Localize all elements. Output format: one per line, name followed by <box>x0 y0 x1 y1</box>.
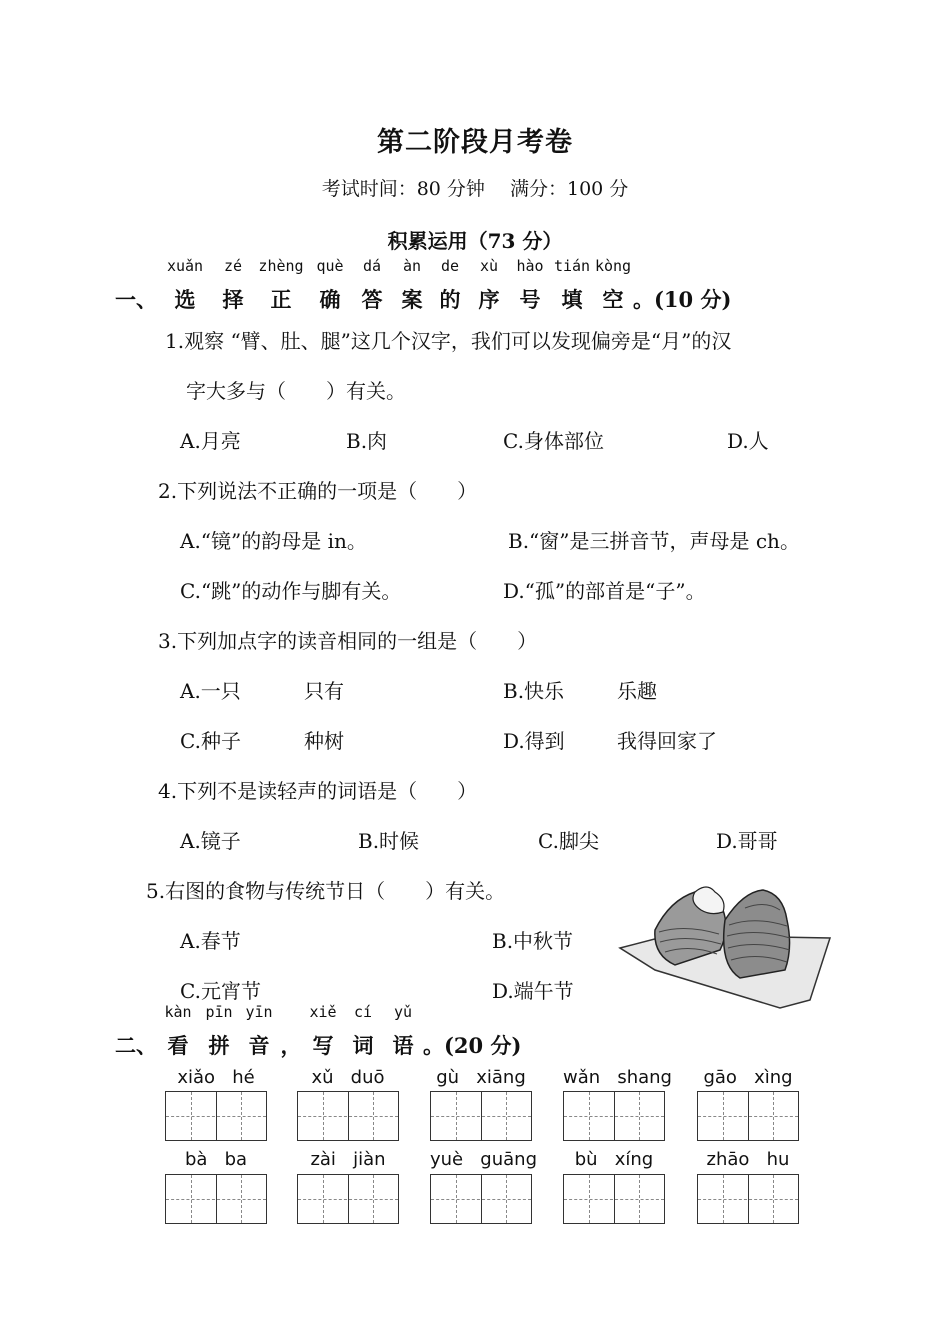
part1-char-pinyin: zé <box>223 257 243 275</box>
section-heading: 积累运用（73 分） <box>387 229 563 253</box>
q3-option-a[interactable]: A.一只 <box>180 679 241 703</box>
word-pinyin: gù xiāng <box>436 1067 526 1088</box>
part2-suffix: 。(20 分) <box>423 1033 522 1058</box>
word-pinyin: wǎn shang <box>563 1067 672 1088</box>
q4-option-c[interactable]: C.脚尖 <box>538 829 599 853</box>
part1-char: de 的 <box>431 284 469 314</box>
q3-option-d[interactable]: D.得到 <box>503 729 565 753</box>
word-pinyin: zài jiàn <box>310 1149 386 1170</box>
writing-grid[interactable] <box>297 1174 399 1224</box>
part1-heading <box>115 257 732 314</box>
part1-char: dá 答 <box>351 284 393 314</box>
question-1-stem: 1.观察 “臂、肚、腿”这几个汉字，我们可以发现偏旁是“月”的汉 <box>165 329 732 353</box>
q1-option-a[interactable]: A.月亮 <box>180 429 241 453</box>
part1-char-pinyin: dá <box>362 257 382 275</box>
part2-char-pinyin: kàn <box>164 1003 192 1021</box>
part2-heading <box>115 1003 522 1060</box>
writing-grid[interactable] <box>165 1091 267 1141</box>
q2-option-d[interactable]: D.“孤”的部首是“子”。 <box>503 579 706 603</box>
q3-option-b[interactable]: B.快乐 <box>503 679 565 703</box>
part1-char-pinyin: de <box>440 257 460 275</box>
part2-char: yīn 音 <box>239 1030 279 1060</box>
q2-option-b[interactable]: B.“窗”是三拼音节，声母是 ch。 <box>508 529 800 553</box>
question-3-stem: 3.下列加点字的读音相同的一组是（ ） <box>158 629 538 653</box>
part1-char-pinyin: xuǎn <box>166 257 204 275</box>
part1-char-pinyin: tián <box>553 257 591 275</box>
q1-option-b[interactable]: B.肉 <box>346 429 388 453</box>
word-pinyin: bù xíng <box>574 1149 654 1170</box>
part1-char: hào 号 <box>509 284 551 314</box>
part1-suffix: 。(10 分) <box>633 287 732 312</box>
part2-char: ， <box>280 1033 302 1058</box>
q5-option-c[interactable]: C.元宵节 <box>180 979 261 1003</box>
part1-char-pinyin: hào <box>516 257 544 275</box>
word-pinyin: gāo xìng <box>703 1067 793 1088</box>
writing-grid[interactable] <box>297 1091 399 1141</box>
part2-char-pinyin: cí <box>353 1003 373 1021</box>
word-pinyin: bà ba <box>184 1149 248 1170</box>
q4-option-b[interactable]: B.时候 <box>358 829 420 853</box>
q2-option-c[interactable]: C.“跳”的动作与脚有关。 <box>180 579 402 603</box>
part2-char-pinyin: pīn <box>205 1003 233 1021</box>
q3-option-c-word2: 种树 <box>304 729 344 753</box>
word-pinyin: xiǎo hé <box>177 1067 255 1088</box>
part1-char: tián 填 <box>551 284 593 314</box>
part1-char-pinyin: zhèng <box>258 257 304 275</box>
q3-option-a-word2: 只有 <box>304 679 344 703</box>
q3-option-c[interactable]: C.种子 <box>180 729 241 753</box>
part1-char: què 确 <box>309 284 351 314</box>
part2-char: yǔ 语 <box>383 1030 423 1060</box>
writing-grid[interactable] <box>563 1174 665 1224</box>
part1-char-pinyin: àn <box>402 257 422 275</box>
page-title: 第二阶段月考卷 <box>377 127 573 158</box>
writing-grid[interactable] <box>697 1174 799 1224</box>
question-5-stem: 5.右图的食物与传统节日（ ）有关。 <box>146 879 506 903</box>
q4-option-a[interactable]: A.镜子 <box>180 829 241 853</box>
part1-char: àn 案 <box>393 284 431 314</box>
part1-char-pinyin: kòng <box>594 257 632 275</box>
q4-option-d[interactable]: D.哥哥 <box>716 829 778 853</box>
word-pinyin: yuè guāng <box>430 1149 537 1170</box>
q5-option-a[interactable]: A.春节 <box>180 929 241 953</box>
zongzi-illustration <box>615 870 835 1015</box>
part2-char-pinyin: yīn <box>245 1003 273 1021</box>
question-4-stem: 4.下列不是读轻声的词语是（ ） <box>158 779 478 803</box>
part1-char: zé 择 <box>213 284 253 314</box>
writing-grid[interactable] <box>430 1091 532 1141</box>
part1-char: xù 序 <box>469 284 509 314</box>
question-2-stem: 2.下列说法不正确的一项是（ ） <box>158 479 478 503</box>
writing-grid[interactable] <box>563 1091 665 1141</box>
part2-char: cí 词 <box>343 1030 383 1060</box>
part1-number: 一、 <box>115 287 157 312</box>
writing-grid[interactable] <box>430 1174 532 1224</box>
part1-char-pinyin: xù <box>479 257 499 275</box>
exam-info: 考试时间：80 分钟 满分：100 分 <box>321 178 629 200</box>
part2-char-pinyin: xiě <box>309 1003 337 1021</box>
part2-char: pīn 拼 <box>199 1030 239 1060</box>
part1-char: xuǎn 选 <box>157 284 213 314</box>
q3-option-b-word2: 乐趣 <box>617 679 657 703</box>
question-1-stem-cont: 字大多与（ ）有关。 <box>186 379 406 403</box>
word-pinyin: zhāo hu <box>706 1149 790 1170</box>
part1-char: zhèng 正 <box>253 284 309 314</box>
q3-option-d-word2: 我得回家了 <box>617 729 717 753</box>
writing-grid[interactable] <box>697 1091 799 1141</box>
part2-char: xiě 写 <box>303 1030 343 1060</box>
q5-option-d[interactable]: D.端午节 <box>492 979 574 1003</box>
part1-char: kòng 空 <box>593 284 633 314</box>
part2-number: 二、 <box>115 1033 157 1058</box>
writing-grid[interactable] <box>165 1174 267 1224</box>
q1-option-c[interactable]: C.身体部位 <box>503 429 604 453</box>
part1-char-pinyin: què <box>316 257 344 275</box>
part2-char-pinyin: yǔ <box>393 1003 413 1021</box>
q1-option-d[interactable]: D.人 <box>727 429 769 453</box>
part2-char: kàn 看 <box>157 1030 199 1060</box>
q2-option-a[interactable]: A.“镜”的韵母是 in。 <box>180 529 367 553</box>
word-pinyin: xǔ duō <box>311 1067 385 1088</box>
q5-option-b[interactable]: B.中秋节 <box>492 929 574 953</box>
